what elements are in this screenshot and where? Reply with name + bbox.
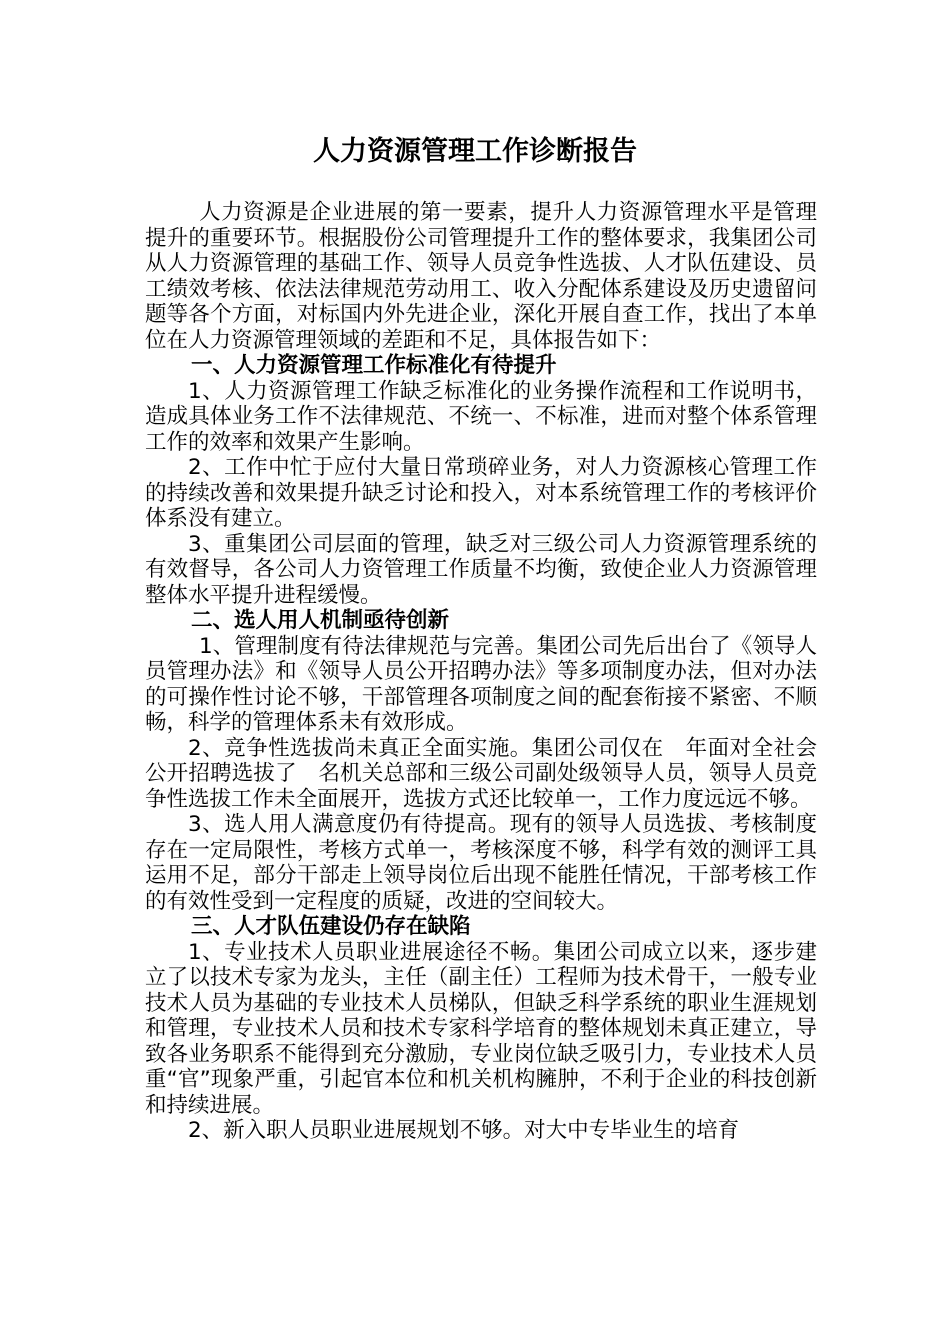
section-3-heading: 三、人才队伍建设仍存在缺陷 bbox=[191, 914, 471, 939]
section-2-heading: 二、选人用人机制亟待创新 bbox=[191, 608, 450, 633]
intro-paragraph: 人力资源是企业进展的第一要素，提升人力资源管理水平是管理提升的重要环节。根据股份公司管理提升工作的整体要求，我集团公司从人力资源管理的基础工作、领导人员竞争性选拔、人才队伍建设、员工绩效考核、依法法律规范劳动用工、收入分配体系建设及历史遗留问题等各个方面，对标国内外先进企业，深化开展自查工作，找出了本单位在人力资源管理领域的差距和不足，具体报告如下： bbox=[145, 200, 817, 353]
section-2-paragraph-2: 2、竞争性选拔尚未真正全面实施。集团公司仅在 年面对全社会公开招聘选拔了 名机关总部和三级公司副处级领导人员，领导人员竞争性选拔工作未全面展开，选拔方式还比较单一，工作力度远远不够。 bbox=[145, 735, 817, 812]
document-body bbox=[145, 200, 817, 1144]
document-title: 人力资源管理工作诊断报告 bbox=[313, 136, 637, 167]
section-1-heading: 一、人力资源管理工作标准化有待提升 bbox=[191, 353, 557, 378]
section-2-paragraph-3: 3、选人用人满意度仍有待提高。现有的领导人员选拔、考核制度存在一定局限性，考核方式单一，考核深度不够，科学有效的测评工具运用不足，部分干部走上领导岗位后出现不能胜任情况，干部考核工作的有效性受到一定程度的质疑，改进的空间较大。 bbox=[145, 812, 817, 914]
section-1-paragraph-1: 1、人力资源管理工作缺乏标准化的业务操作流程和工作说明书，造成具体业务工作不法律规范、不统一、不标准，进而对整个体系管理工作的效率和效果产生影响。 bbox=[145, 378, 817, 455]
section-3-paragraph-1: 1、专业技术人员职业进展途径不畅。集团公司成立以来，逐步建立了以技术专家为龙头，主任（副主任）工程师为技术骨干，一般专业技术人员为基础的专业技术人员梯队，但缺乏科学系统的职业生涯规划和管理，专业技术人员和技术专家科学培育的整体规划未真正建立，导致各业务职系不能得到充分激励，专业岗位缺乏吸引力，专业技术人员重“官”现象严重，引起官本位和机关机构臃肿，不利于企业的科技创新和持续进展。 bbox=[145, 939, 817, 1118]
section-2-paragraph-1: 1、管理制度有待法律规范与完善。集团公司先后出台了《领导人员管理办法》和《领导人员公开招聘办法》等多项制度办法，但对办法的可操作性讨论不够，干部管理各项制度之间的配套衔接不紧密、不顺畅，科学的管理体系未有效形成。 bbox=[145, 633, 817, 735]
section-1-paragraph-3: 3、重集团公司层面的管理，缺乏对三级公司人力资源管理系统的有效督导，各公司人力资管理工作质量不均衡，致使企业人力资源管理整体水平提升进程缓慢。 bbox=[145, 531, 817, 608]
section-1-paragraph-2: 2、工作中忙于应付大量日常琐碎业务，对人力资源核心管理工作的持续改善和效果提升缺乏讨论和投入，对本系统管理工作的考核评价体系没有建立。 bbox=[145, 455, 817, 531]
section-3-paragraph-2: 2、新入职人员职业进展规划不够。对大中专毕业生的培育 bbox=[188, 1118, 740, 1143]
